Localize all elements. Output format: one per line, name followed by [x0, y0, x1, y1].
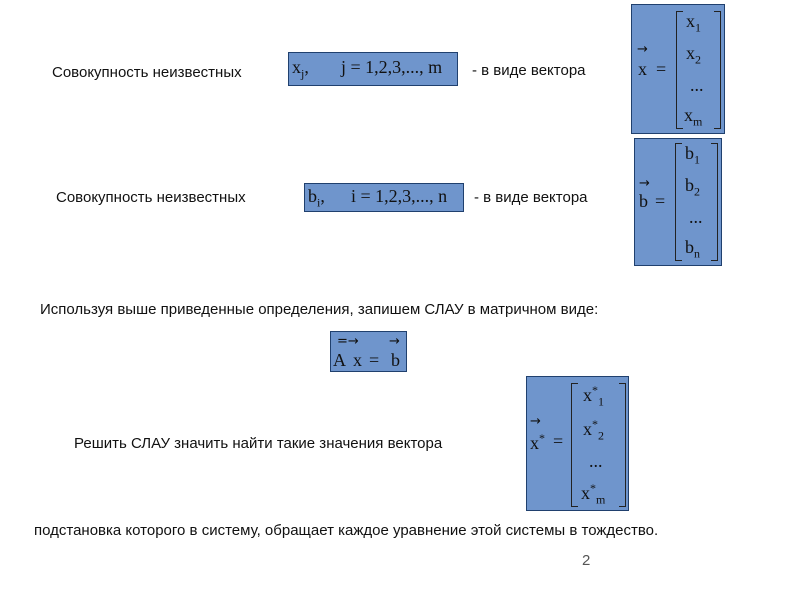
row2-suffix: - в виде вектора: [474, 189, 588, 206]
row2-label: Совокупность неизвестных: [56, 189, 246, 206]
row2-item-1: $b_1$: [685, 143, 700, 167]
equation-x: x: [353, 350, 362, 370]
row2-vector-box: [634, 138, 722, 266]
row1-suffix: - в виде вектора: [472, 62, 586, 79]
row1-vector-arrow: →: [637, 42, 648, 57]
solve-vector-name: x*: [530, 431, 545, 453]
row1-item-m: $x_m$: [684, 105, 703, 129]
solve-right-bracket: [619, 383, 626, 507]
row1-right-bracket: [714, 11, 721, 129]
solve-item-2: $x^*_2$: [583, 417, 604, 443]
row2-set-box: [304, 183, 464, 212]
row2-set-expr: i = 1,2,3,..., n: [351, 186, 448, 206]
row1-set-box: [288, 52, 458, 86]
solve-vector-box: [526, 376, 629, 511]
row1-item-2: $x_2$: [686, 43, 701, 67]
row2-right-bracket: [711, 143, 718, 261]
solve-vector-eq: =: [553, 431, 564, 451]
row2-vector-arrow: →: [639, 176, 650, 191]
footer-text: подстановка которого в систему, обращает каждое уравнение этой системы в тождество.: [34, 522, 659, 539]
row1-set-expr: j = 1,2,3,..., m: [341, 57, 443, 77]
equation-A: A: [333, 350, 346, 370]
row1-vector-box: [631, 4, 725, 134]
solve-item-m: $x^*_m$: [581, 481, 606, 507]
row1-left-bracket: [676, 11, 683, 129]
row1-item-1: $x_1$: [686, 11, 701, 35]
page-number: 2: [582, 552, 591, 569]
equation-box: [330, 331, 407, 372]
row2-item-ellipsis: ...: [689, 207, 703, 227]
row1-vector-eq: =: [656, 59, 667, 79]
equation-vector-arrow: →: [389, 334, 400, 349]
row1-item-ellipsis: ...: [690, 75, 704, 95]
equation-eq: =: [369, 350, 380, 370]
equation-b: b: [391, 350, 400, 370]
row2-left-bracket: [675, 143, 682, 261]
row1-set-var: $x_j$,: [292, 57, 309, 81]
solve-left-bracket: [571, 383, 578, 507]
statement-text: Используя выше приведенные определения, запишем СЛАУ в матричном виде:: [40, 301, 599, 318]
row1-label: Совокупность неизвестных: [52, 64, 242, 81]
row2-vector-name: b: [639, 191, 648, 211]
solve-vector-arrow: →: [530, 414, 541, 429]
row1-vector-name: x: [638, 59, 647, 79]
row2-item-2: $b_2$: [685, 175, 700, 199]
equation-matrix-mark: =→: [337, 334, 359, 349]
solve-item-ellipsis: ...: [589, 451, 603, 471]
solve-label: Решить СЛАУ значить найти такие значения вектора: [74, 435, 443, 452]
row2-set-var: $b_i$,: [308, 186, 325, 210]
row2-vector-eq: =: [655, 191, 666, 211]
row2-item-n: $b_n$: [685, 237, 700, 261]
solve-item-1: $x^*_1$: [583, 383, 604, 409]
